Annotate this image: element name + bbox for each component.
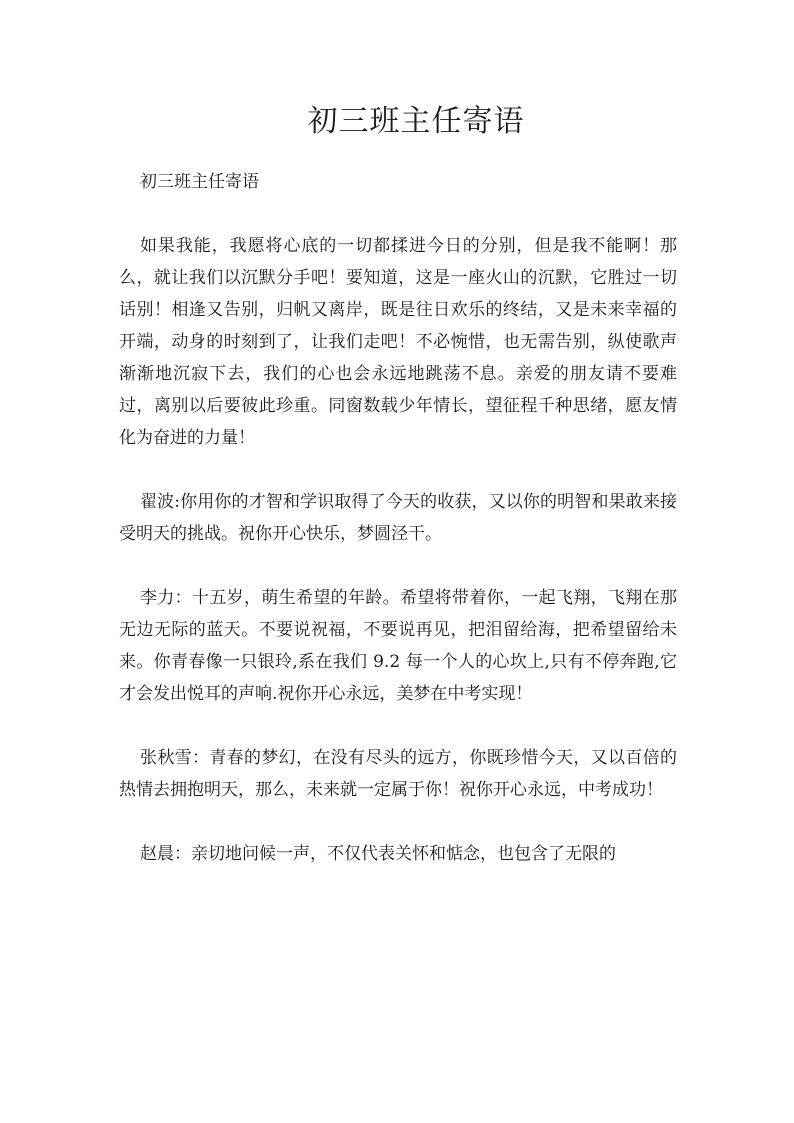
- paragraph-farewell: 如果我能，我愿将心底的一切都揉进今日的分别，但是我不能啊！那么，就让我们以沉默分手吧！要知道，这是一座火山的沉默，它胜过一切话别！相逢又告别，归帆又离岸，既是往日欢乐的终结，又是未来幸福的开端，动身的时刻到了，让我们走吧！不必惋惜，也无需告别，纵使歌声渐渐地沉寂下去，我们的心也会永远地跳荡不息。亲爱的朋友请不要难过，离别以后要彼此珍重。同窗数载少年情长，望征程千种思绪，愿友情化为奋进的力量！: [119, 236, 677, 448]
- paragraph-zhao-chen: 赵晨：亲切地问候一声，不仅代表关怀和惦念，也包含了无限的: [140, 844, 616, 864]
- paragraph-zhai-bo: 翟波:你用你的才智和学识取得了今天的收获，又以你的明智和果敢来接受明天的挑战。祝你开心快乐，梦圆泾干。: [119, 492, 677, 544]
- paragraph-zhang-qiuxue: 张秋雪：青春的梦幻，在没有尽头的远方，你既珍惜今天，又以百倍的热情去拥抱明天，那么，未来就一定属于你！祝你开心永远，中考成功！: [119, 748, 677, 800]
- document-subtitle: 初三班主任寄语: [140, 172, 259, 192]
- document-body: [119, 166, 677, 870]
- paragraph-li-li: 李力：十五岁，萌生希望的年龄。希望将带着你，一起飞翔，飞翔在那无边无际的蓝天。不要说祝福，不要说再见，把泪留给海，把希望留给未来。你青春像一只银玲,系在我们 9.2 每一个人的心坎上,只有不停奔跑,它才会发出悦耳的声响.祝你开心永远，美梦在中考实现！: [119, 588, 677, 704]
- document-title: 初三班主任寄语: [307, 104, 525, 139]
